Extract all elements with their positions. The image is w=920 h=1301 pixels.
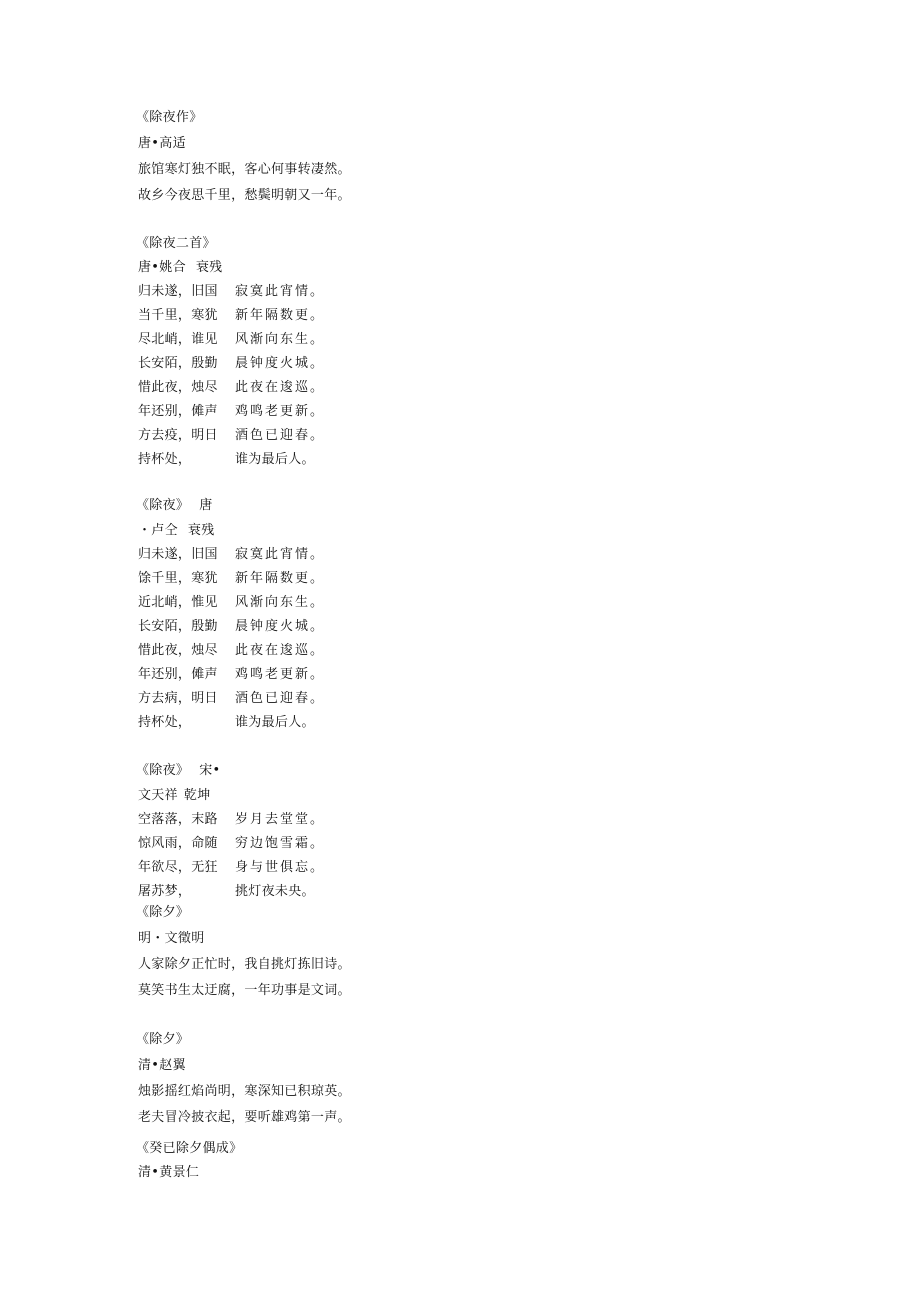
- poem-dynasty: 宋•: [199, 763, 221, 778]
- poem-title: 《除夕》: [136, 1032, 190, 1047]
- poem-line-left: 惊风雨，命随: [138, 836, 218, 851]
- poem-line-left: 方去病，明日: [138, 691, 218, 706]
- poem-line-left: 空落落，末路: [138, 812, 218, 827]
- poem-title: 《除夕》: [136, 905, 190, 920]
- poem-line-right: 晨钟度火城。: [235, 619, 326, 634]
- poem-line-left: 归未遂，旧国: [138, 284, 218, 299]
- poem-title-line: [136, 763, 220, 779]
- poem-line-left: 长安陌，殷勤: [138, 356, 218, 371]
- poem-line-right: 寂寞此宵情。: [235, 547, 326, 562]
- poem-title: 《除夜作》: [136, 110, 203, 125]
- poem-line-left: 屠苏梦，: [138, 884, 192, 899]
- poem-author: 唐•姚合: [138, 260, 186, 275]
- poem-line-left: 年还别，傩声: [138, 404, 218, 419]
- poem-title-line: [136, 498, 213, 514]
- poem-fragment: 衰残: [195, 260, 223, 275]
- poem-line-right: 新年隔数更。: [235, 308, 326, 323]
- poem-line: 老夫冒冷披衣起，要听雄鸡第一声。: [138, 1110, 351, 1125]
- poem-line-right: 挑灯夜未央。: [235, 884, 315, 899]
- poem-line-right: 谁为最后人。: [235, 452, 315, 467]
- poem-line-left: 年还别，傩声: [138, 667, 218, 682]
- poem-line-right: 酒色已迎春。: [235, 691, 326, 706]
- poem-line-right: 鸡鸣老更新。: [235, 404, 326, 419]
- poem-dynasty: 唐: [199, 498, 213, 513]
- poem-line-right: 晨钟度火城。: [235, 356, 326, 371]
- poem-author-line: [138, 260, 222, 276]
- poem-line-right: 穷边饱雪霜。: [235, 836, 326, 851]
- poem-line-left: 持杯处，: [138, 452, 192, 467]
- poem-author: ・卢仝: [138, 523, 178, 538]
- poem-title: 《除夜》: [136, 763, 190, 778]
- poem-line-right: 鸡鸣老更新。: [235, 667, 326, 682]
- poem-line-left: 惜此夜，烛尽: [138, 643, 218, 658]
- poem-line: 人家除夕正忙时，我自挑灯拣旧诗。: [138, 957, 351, 972]
- poem-line-left: 近北峭，惟见: [138, 595, 218, 610]
- poem-line-left: 方去疫，明日: [138, 428, 218, 443]
- poem-line-right: 岁月去堂堂。: [235, 812, 326, 827]
- poem-author: 清•黄景仁: [138, 1165, 200, 1180]
- poem-title: 《除夜》: [136, 498, 190, 513]
- poem-line: 故乡今夜思千里，愁鬓明朝又一年。: [138, 188, 351, 203]
- poem-line-right: 酒色已迎春。: [235, 428, 326, 443]
- poem-author: 文天祥: [138, 788, 178, 803]
- poem-line-right: 此夜在逡巡。: [235, 380, 326, 395]
- poem-author: 唐•高适: [138, 136, 186, 151]
- poem-line-right: 此夜在逡巡。: [235, 643, 326, 658]
- poem-line-right: 身与世俱忘。: [235, 860, 326, 875]
- poem-author-line: [138, 788, 211, 804]
- poem-line-right: 风渐向东生。: [235, 595, 326, 610]
- poem-author: 清•赵翼: [138, 1058, 186, 1073]
- poem-line-right: 风渐向东生。: [235, 332, 326, 347]
- poem-line-right: 新年隔数更。: [235, 571, 326, 586]
- poem-line-left: 长安陌，殷勤: [138, 619, 218, 634]
- poem-line-left: 馀千里，寒犹: [138, 571, 218, 586]
- poem-author-line: [138, 523, 215, 539]
- poem-title: 《癸已除夕偶成》: [136, 1141, 243, 1156]
- poem-line-right: 寂寞此宵情。: [235, 284, 326, 299]
- poem-line-left: 惜此夜，烛尽: [138, 380, 218, 395]
- poem-fragment: 乾坤: [183, 788, 211, 803]
- poem-line: 烛影摇红焰尚明，寒深知已积琼英。: [138, 1084, 351, 1099]
- poem-line-left: 尽北峭，谁见: [138, 332, 218, 347]
- poem-line-left: 归未遂，旧国: [138, 547, 218, 562]
- poem-line-left: 持杯处，: [138, 715, 192, 730]
- poem-title: 《除夜二首》: [136, 236, 216, 251]
- poem-line-right: 谁为最后人。: [235, 715, 315, 730]
- poem-fragment: 衰残: [187, 523, 215, 538]
- poem-line-left: 年欲尽，无狂: [138, 860, 218, 875]
- poem-author: 明・文徵明: [138, 931, 205, 946]
- poem-line: 莫笑书生太迂腐，一年功事是文词。: [138, 983, 351, 998]
- poem-line: 旅馆寒灯独不眠，客心何事转凄然。: [138, 162, 351, 177]
- poem-line-left: 当千里，寒犹: [138, 308, 218, 323]
